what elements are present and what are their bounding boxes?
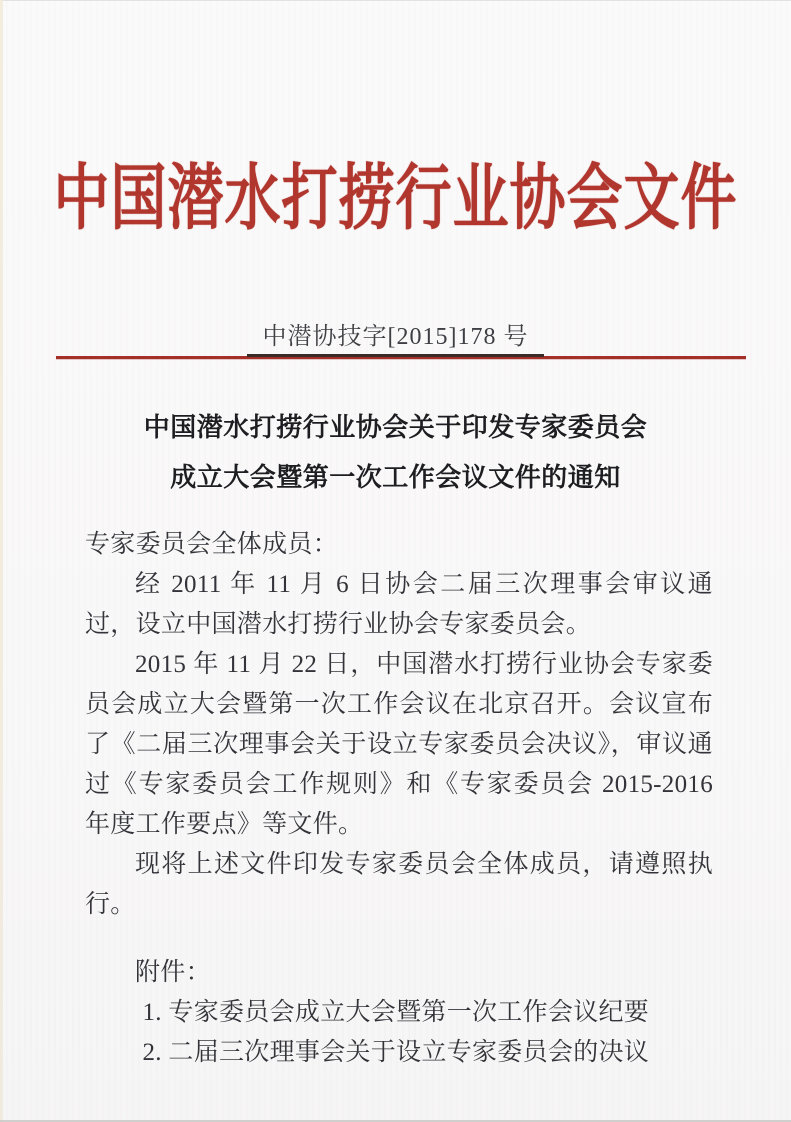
attachments-label: 附件： xyxy=(135,959,211,986)
attachment-item-2: 2. 二届三次理事会关于设立专家委员会的决议 xyxy=(142,1039,650,1066)
paragraph-2: 2015 年 11 月 22 日，中国潜水打捞行业协会专家委员会成立大会暨第一次工作会议在北京召开。会议宣布了《二届三次理事会关于设立专家委员会决议》，审议通过《专家委员会工作规则》和《专家委员会 2015-2016 年度工作要点》等文件。 xyxy=(85,651,713,838)
attachments-section xyxy=(85,953,713,1073)
document-title-line1: 中国潜水打捞行业协会关于印发专家委员会 xyxy=(143,412,648,442)
document-body xyxy=(85,525,713,1073)
attachment-item-1: 1. 专家委员会成立大会暨第一次工作会议纪要 xyxy=(142,999,650,1026)
document-number: 中潜协技字[2015]178 号 xyxy=(247,320,545,357)
letterhead-title: 中国潜水打捞行业协会文件 xyxy=(53,159,738,240)
document-title xyxy=(60,402,731,502)
salutation: 专家委员会全体成员： xyxy=(85,531,339,558)
paragraph-1: 经 2011 年 11 月 6 日协会二届三次理事会审议通过，设立中国潜水打捞行业协会专家委员会。 xyxy=(85,571,713,638)
document-number-row xyxy=(0,320,791,357)
paragraph-3: 现将上述文件印发专家委员会全体成员，请遵照执行。 xyxy=(85,851,713,918)
scan-edge-top xyxy=(0,0,791,1)
document-title-line2: 成立大会暨第一次工作会议文件的通知 xyxy=(170,462,621,492)
